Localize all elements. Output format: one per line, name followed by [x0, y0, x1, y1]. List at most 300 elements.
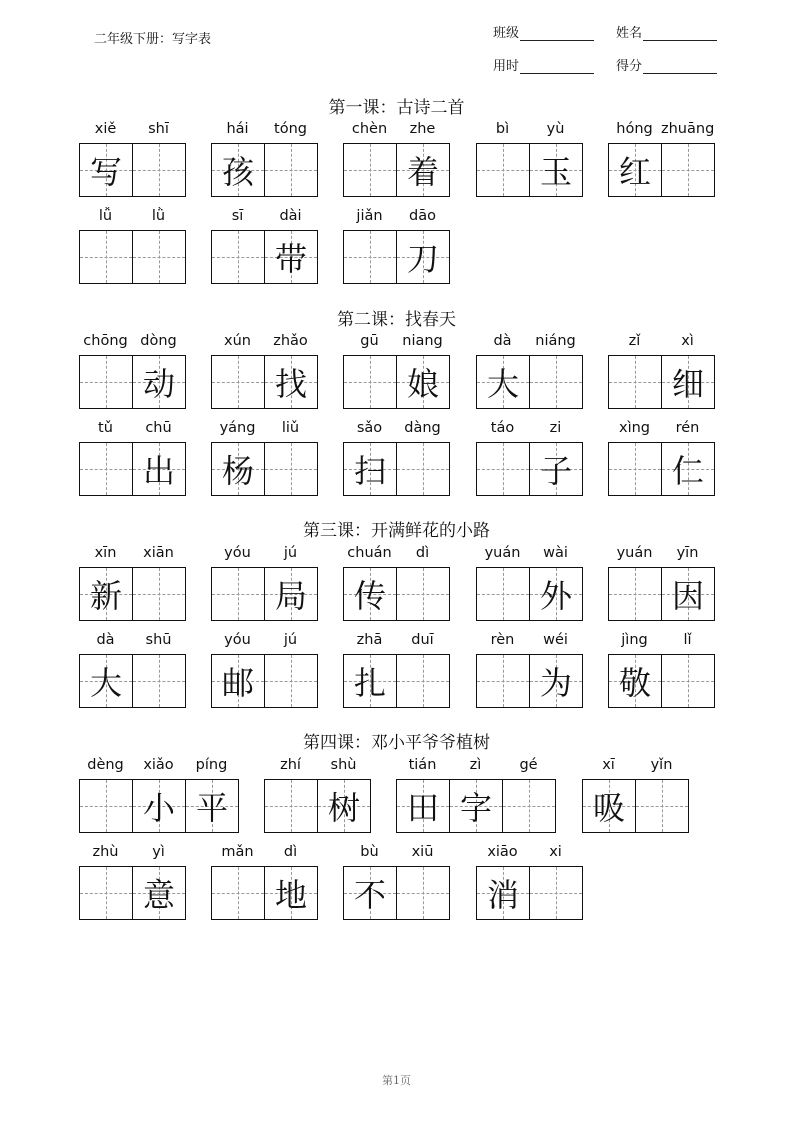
tianzige-box[interactable]	[318, 780, 370, 832]
tianzige-box[interactable]	[477, 568, 530, 620]
pinyin: dòng	[140, 333, 177, 349]
hanzi-char: 找	[274, 365, 307, 403]
pinyin-row	[211, 844, 318, 866]
tianzige-box[interactable]	[265, 231, 317, 283]
hanzi-char	[265, 443, 317, 495]
pinyin: jú	[283, 545, 298, 561]
tianzige-box[interactable]	[397, 655, 449, 707]
hanzi-char	[477, 443, 529, 495]
pinyin-row	[79, 420, 186, 442]
hanzi-char: 大	[89, 664, 122, 702]
pinyin-row	[608, 333, 715, 355]
pinyin: yóu	[224, 545, 251, 561]
hanzi-char: 外	[539, 577, 572, 615]
hanzi-char	[212, 356, 264, 408]
pinyin: dàng	[404, 420, 441, 436]
tianzige-box[interactable]	[609, 443, 662, 495]
tianzige-box[interactable]	[662, 655, 714, 707]
writing-grid	[476, 355, 583, 409]
hanzi-char: 杨	[221, 452, 254, 490]
hanzi-char: 出	[142, 452, 175, 490]
hanzi-char	[265, 144, 317, 196]
hanzi-char	[265, 655, 317, 707]
tianzige-box[interactable]	[212, 356, 265, 408]
tianzige-box[interactable]	[80, 144, 133, 196]
tianzige-box[interactable]	[344, 144, 397, 196]
writing-grid	[79, 779, 239, 833]
word-group	[476, 545, 583, 621]
writing-grid	[211, 567, 318, 621]
pinyin: xìng	[618, 420, 650, 436]
pinyin: xi	[549, 844, 562, 860]
tianzige-box[interactable]	[80, 356, 133, 408]
tianzige-box[interactable]	[212, 443, 265, 495]
writing-grid	[476, 567, 583, 621]
tianzige-box[interactable]	[397, 443, 449, 495]
word-group	[476, 844, 583, 920]
tianzige-box[interactable]	[80, 443, 133, 495]
pinyin: dì	[283, 844, 298, 860]
writing-grid	[211, 654, 318, 708]
tianzige-box[interactable]	[530, 356, 582, 408]
tianzige-box[interactable]	[265, 356, 317, 408]
tianzige-box[interactable]	[344, 443, 397, 495]
tianzige-box[interactable]	[133, 655, 185, 707]
pinyin: mǎn	[221, 844, 254, 860]
hanzi-char	[530, 867, 582, 919]
hanzi-char: 树	[327, 789, 360, 827]
word-group	[608, 632, 715, 708]
word-group	[79, 632, 186, 708]
tianzige-box[interactable]	[397, 867, 449, 919]
hanzi-char	[397, 568, 449, 620]
class-blank[interactable]	[520, 26, 594, 41]
tianzige-box[interactable]	[265, 867, 317, 919]
word-group	[608, 545, 715, 621]
name-field[interactable]	[616, 22, 717, 41]
word-group	[476, 420, 583, 496]
word-group	[343, 208, 450, 284]
pinyin: jú	[283, 632, 298, 648]
hanzi-char	[265, 780, 317, 832]
pinyin-row	[476, 420, 583, 442]
hanzi-char	[477, 144, 529, 196]
score-blank[interactable]	[643, 59, 717, 74]
writing-grid	[343, 143, 450, 197]
pinyin-row	[343, 208, 450, 230]
hanzi-char	[212, 867, 264, 919]
pinyin-row	[608, 420, 715, 442]
pinyin: dà	[96, 632, 115, 648]
pinyin: bù	[360, 844, 379, 860]
tianzige-box[interactable]	[662, 568, 714, 620]
pinyin: yuán	[484, 545, 521, 561]
tianzige-box[interactable]	[133, 867, 185, 919]
tianzige-box[interactable]	[397, 356, 449, 408]
pinyin: chū	[145, 420, 172, 436]
tianzige-box[interactable]	[80, 867, 133, 919]
writing-grid	[343, 567, 450, 621]
word-group	[79, 844, 186, 920]
pinyin: yǐn	[650, 757, 673, 773]
hanzi-char: 邮	[221, 664, 254, 702]
word-group	[608, 333, 715, 409]
pinyin: niang	[402, 333, 443, 349]
pinyin-row	[343, 844, 450, 866]
hanzi-char: 意	[142, 876, 175, 914]
hanzi-char: 敬	[618, 664, 651, 702]
hanzi-char	[397, 655, 449, 707]
hanzi-char	[503, 780, 555, 832]
hanzi-char: 子	[539, 452, 572, 490]
word-group	[476, 333, 583, 409]
pinyin-row	[79, 208, 186, 230]
pinyin-row	[396, 757, 556, 779]
pinyin: hái	[226, 121, 249, 137]
hanzi-char: 地	[274, 876, 307, 914]
pinyin-row	[343, 632, 450, 654]
tianzige-box[interactable]	[609, 144, 662, 196]
hanzi-char: 细	[671, 365, 704, 403]
tianzige-box[interactable]	[212, 655, 265, 707]
hanzi-char	[80, 231, 132, 283]
tianzige-box[interactable]	[133, 144, 185, 196]
hanzi-char: 扎	[353, 664, 386, 702]
pinyin: zhí	[280, 757, 301, 773]
hanzi-char: 写	[89, 153, 122, 191]
pinyin: lǚ	[98, 208, 113, 224]
tianzige-box[interactable]	[80, 655, 133, 707]
hanzi-char	[133, 568, 185, 620]
tianzige-box[interactable]	[397, 568, 449, 620]
tianzige-box[interactable]	[80, 568, 133, 620]
word-group	[343, 545, 450, 621]
hanzi-char	[212, 231, 264, 283]
tianzige-box[interactable]	[344, 867, 397, 919]
writing-grid	[211, 230, 318, 284]
pinyin-row	[343, 420, 450, 442]
tianzige-box[interactable]	[212, 867, 265, 919]
tianzige-box[interactable]	[133, 443, 185, 495]
word-group	[211, 208, 318, 284]
hanzi-char: 小	[142, 789, 175, 827]
tianzige-box[interactable]	[344, 655, 397, 707]
tianzige-box[interactable]	[609, 568, 662, 620]
tianzige-box[interactable]	[477, 655, 530, 707]
hanzi-char: 平	[195, 789, 228, 827]
pinyin: yīn	[676, 545, 699, 561]
pinyin: zhuāng	[661, 121, 715, 137]
word-group	[79, 545, 186, 621]
tianzige-box[interactable]	[530, 144, 582, 196]
worksheet-title: 二年级下册：写字表	[94, 32, 212, 47]
hanzi-char: 田	[406, 789, 439, 827]
page-number: 第1页	[382, 1074, 411, 1087]
pinyin: yáng	[219, 420, 256, 436]
tianzige-box[interactable]	[133, 780, 186, 832]
pinyin: dì	[415, 545, 430, 561]
word-group	[211, 333, 318, 409]
hanzi-char	[636, 780, 688, 832]
pinyin: niáng	[535, 333, 576, 349]
hanzi-char	[133, 231, 185, 283]
writing-grid	[264, 779, 371, 833]
pinyin-row	[79, 121, 186, 143]
writing-grid	[476, 866, 583, 920]
pinyin: chuán	[347, 545, 392, 561]
tianzige-box[interactable]	[80, 231, 133, 283]
word-group	[79, 757, 239, 833]
pinyin-row	[79, 632, 186, 654]
word-group	[343, 333, 450, 409]
pinyin: zhù	[92, 844, 119, 860]
hanzi-char	[662, 655, 714, 707]
hanzi-char	[80, 867, 132, 919]
name-blank[interactable]	[643, 26, 717, 41]
pinyin-row	[582, 757, 689, 779]
word-group	[343, 420, 450, 496]
tianzige-box[interactable]	[477, 443, 530, 495]
tianzige-box[interactable]	[133, 568, 185, 620]
pinyin: dài	[279, 208, 302, 224]
tianzige-box[interactable]	[530, 568, 582, 620]
word-group	[211, 632, 318, 708]
hanzi-char	[397, 443, 449, 495]
pinyin: shū	[145, 632, 172, 648]
pinyin-row	[608, 545, 715, 567]
tianzige-box[interactable]	[636, 780, 688, 832]
tianzige-box[interactable]	[662, 144, 714, 196]
tianzige-box[interactable]	[186, 780, 238, 832]
lesson-title: 第三课：开满鲜花的小路	[303, 521, 490, 541]
pinyin-row	[211, 121, 318, 143]
pinyin-row	[79, 757, 239, 779]
tianzige-box[interactable]	[212, 568, 265, 620]
time-field[interactable]	[493, 55, 594, 74]
writing-grid	[211, 442, 318, 496]
pinyin: gū	[360, 333, 379, 349]
pinyin-row	[608, 121, 715, 143]
pinyin: xīn	[94, 545, 117, 561]
hanzi-char: 刀	[406, 240, 439, 278]
tianzige-box[interactable]	[344, 568, 397, 620]
tianzige-box[interactable]	[397, 144, 449, 196]
pinyin-row	[211, 420, 318, 442]
writing-grid	[608, 567, 715, 621]
tianzige-box[interactable]	[530, 867, 582, 919]
pinyin-row	[264, 757, 371, 779]
pinyin: sǎo	[356, 420, 383, 436]
tianzige-box[interactable]	[344, 356, 397, 408]
hanzi-char	[397, 867, 449, 919]
lesson-title: 第四课：邓小平爷爷植树	[303, 733, 490, 753]
pinyin: wéi	[543, 632, 568, 648]
word-group	[79, 121, 186, 197]
tianzige-box[interactable]	[530, 443, 582, 495]
pinyin: sī	[231, 208, 244, 224]
pinyin: chèn	[351, 121, 388, 137]
tianzige-box[interactable]	[450, 780, 503, 832]
time-label: 用时	[493, 59, 520, 74]
pinyin: liǔ	[281, 420, 300, 436]
pinyin: tóng	[274, 121, 307, 137]
tianzige-box[interactable]	[397, 231, 449, 283]
tianzige-box[interactable]	[397, 780, 450, 832]
hanzi-char	[609, 443, 661, 495]
hanzi-char: 着	[406, 153, 439, 191]
word-group	[211, 420, 318, 496]
writing-grid	[79, 230, 186, 284]
writing-grid	[582, 779, 689, 833]
hanzi-char	[344, 144, 396, 196]
hanzi-char: 局	[274, 577, 307, 615]
writing-grid	[608, 654, 715, 708]
pinyin: zǐ	[628, 333, 641, 349]
writing-grid	[79, 355, 186, 409]
pinyin: dāo	[409, 208, 436, 224]
hanzi-char: 传	[353, 577, 386, 615]
pinyin: hóng	[616, 121, 653, 137]
hanzi-char: 不	[353, 876, 386, 914]
pinyin-row	[211, 333, 318, 355]
hanzi-char	[133, 144, 185, 196]
pinyin-row	[476, 333, 583, 355]
pinyin: zhǎo	[273, 333, 308, 349]
word-group	[476, 632, 583, 708]
writing-grid	[608, 355, 715, 409]
hanzi-char	[212, 568, 264, 620]
tianzige-box[interactable]	[80, 780, 133, 832]
writing-grid	[476, 442, 583, 496]
word-group	[608, 420, 715, 496]
lesson-title: 第二课：找春天	[337, 310, 456, 330]
word-group	[79, 208, 186, 284]
pinyin-row	[476, 844, 583, 866]
hanzi-char: 娘	[406, 365, 439, 403]
pinyin: xiāo	[487, 844, 518, 860]
word-group	[343, 632, 450, 708]
writing-grid	[476, 143, 583, 197]
tianzige-box[interactable]	[265, 443, 317, 495]
pinyin: xiān	[143, 545, 174, 561]
pinyin: tián	[408, 757, 437, 773]
tianzige-box[interactable]	[212, 144, 265, 196]
pinyin: xiě	[94, 121, 117, 137]
time-blank[interactable]	[520, 59, 594, 74]
tianzige-box[interactable]	[265, 144, 317, 196]
pinyin-row	[79, 545, 186, 567]
word-group	[211, 545, 318, 621]
word-group	[211, 844, 318, 920]
tianzige-box[interactable]	[662, 443, 714, 495]
hanzi-char	[530, 356, 582, 408]
pinyin: dèng	[87, 757, 124, 773]
tianzige-box[interactable]	[503, 780, 555, 832]
writing-grid	[343, 442, 450, 496]
pinyin: xiū	[411, 844, 434, 860]
word-group	[343, 121, 450, 197]
pinyin: xún	[224, 333, 251, 349]
pinyin: duī	[411, 632, 434, 648]
tianzige-box[interactable]	[530, 655, 582, 707]
hanzi-char	[477, 655, 529, 707]
hanzi-char: 新	[89, 577, 122, 615]
word-group	[582, 757, 689, 833]
pinyin: rén	[675, 420, 700, 436]
score-field[interactable]	[616, 55, 717, 74]
pinyin: xì	[681, 333, 694, 349]
name-label: 姓名	[616, 26, 643, 41]
class-field[interactable]	[493, 22, 594, 41]
pinyin: shī	[148, 121, 169, 137]
pinyin-row	[79, 333, 186, 355]
tianzige-box[interactable]	[133, 231, 185, 283]
pinyin: xiǎo	[143, 757, 174, 773]
hanzi-char: 扫	[353, 452, 386, 490]
tianzige-box[interactable]	[609, 356, 662, 408]
pinyin: rèn	[490, 632, 515, 648]
writing-grid	[79, 567, 186, 621]
tianzige-box[interactable]	[265, 568, 317, 620]
word-group	[608, 121, 715, 197]
tianzige-box[interactable]	[133, 356, 185, 408]
tianzige-box[interactable]	[344, 231, 397, 283]
writing-grid	[343, 230, 450, 284]
lesson-title: 第一课：古诗二首	[328, 98, 465, 118]
tianzige-box[interactable]	[662, 356, 714, 408]
writing-grid	[396, 779, 556, 833]
writing-grid	[343, 654, 450, 708]
hanzi-char	[609, 568, 661, 620]
pinyin: jìng	[621, 632, 648, 648]
pinyin: wài	[543, 545, 568, 561]
tianzige-box[interactable]	[583, 780, 636, 832]
writing-grid	[476, 654, 583, 708]
pinyin: bì	[495, 121, 510, 137]
pinyin-row	[211, 545, 318, 567]
pinyin-row	[79, 844, 186, 866]
hanzi-char	[80, 443, 132, 495]
tianzige-box[interactable]	[477, 144, 530, 196]
hanzi-char: 带	[274, 240, 307, 278]
writing-grid	[211, 866, 318, 920]
tianzige-box[interactable]	[609, 655, 662, 707]
pinyin: jiǎn	[356, 208, 383, 224]
writing-grid	[79, 654, 186, 708]
hanzi-char: 大	[486, 365, 519, 403]
tianzige-box[interactable]	[265, 780, 318, 832]
pinyin-row	[476, 632, 583, 654]
pinyin: lǜ	[151, 208, 166, 224]
pinyin: tǔ	[98, 420, 113, 436]
word-group	[211, 121, 318, 197]
pinyin-row	[211, 208, 318, 230]
hanzi-char	[609, 356, 661, 408]
pinyin-row	[343, 545, 450, 567]
word-group	[264, 757, 371, 833]
hanzi-char: 为	[539, 664, 572, 702]
hanzi-char	[477, 568, 529, 620]
hanzi-char: 孩	[221, 153, 254, 191]
tianzige-box[interactable]	[212, 231, 265, 283]
tianzige-box[interactable]	[265, 655, 317, 707]
pinyin: zhā	[356, 632, 383, 648]
tianzige-box[interactable]	[477, 356, 530, 408]
tianzige-box[interactable]	[477, 867, 530, 919]
pinyin: gé	[519, 757, 538, 773]
hanzi-char: 红	[618, 153, 651, 191]
pinyin: xī	[602, 757, 615, 773]
